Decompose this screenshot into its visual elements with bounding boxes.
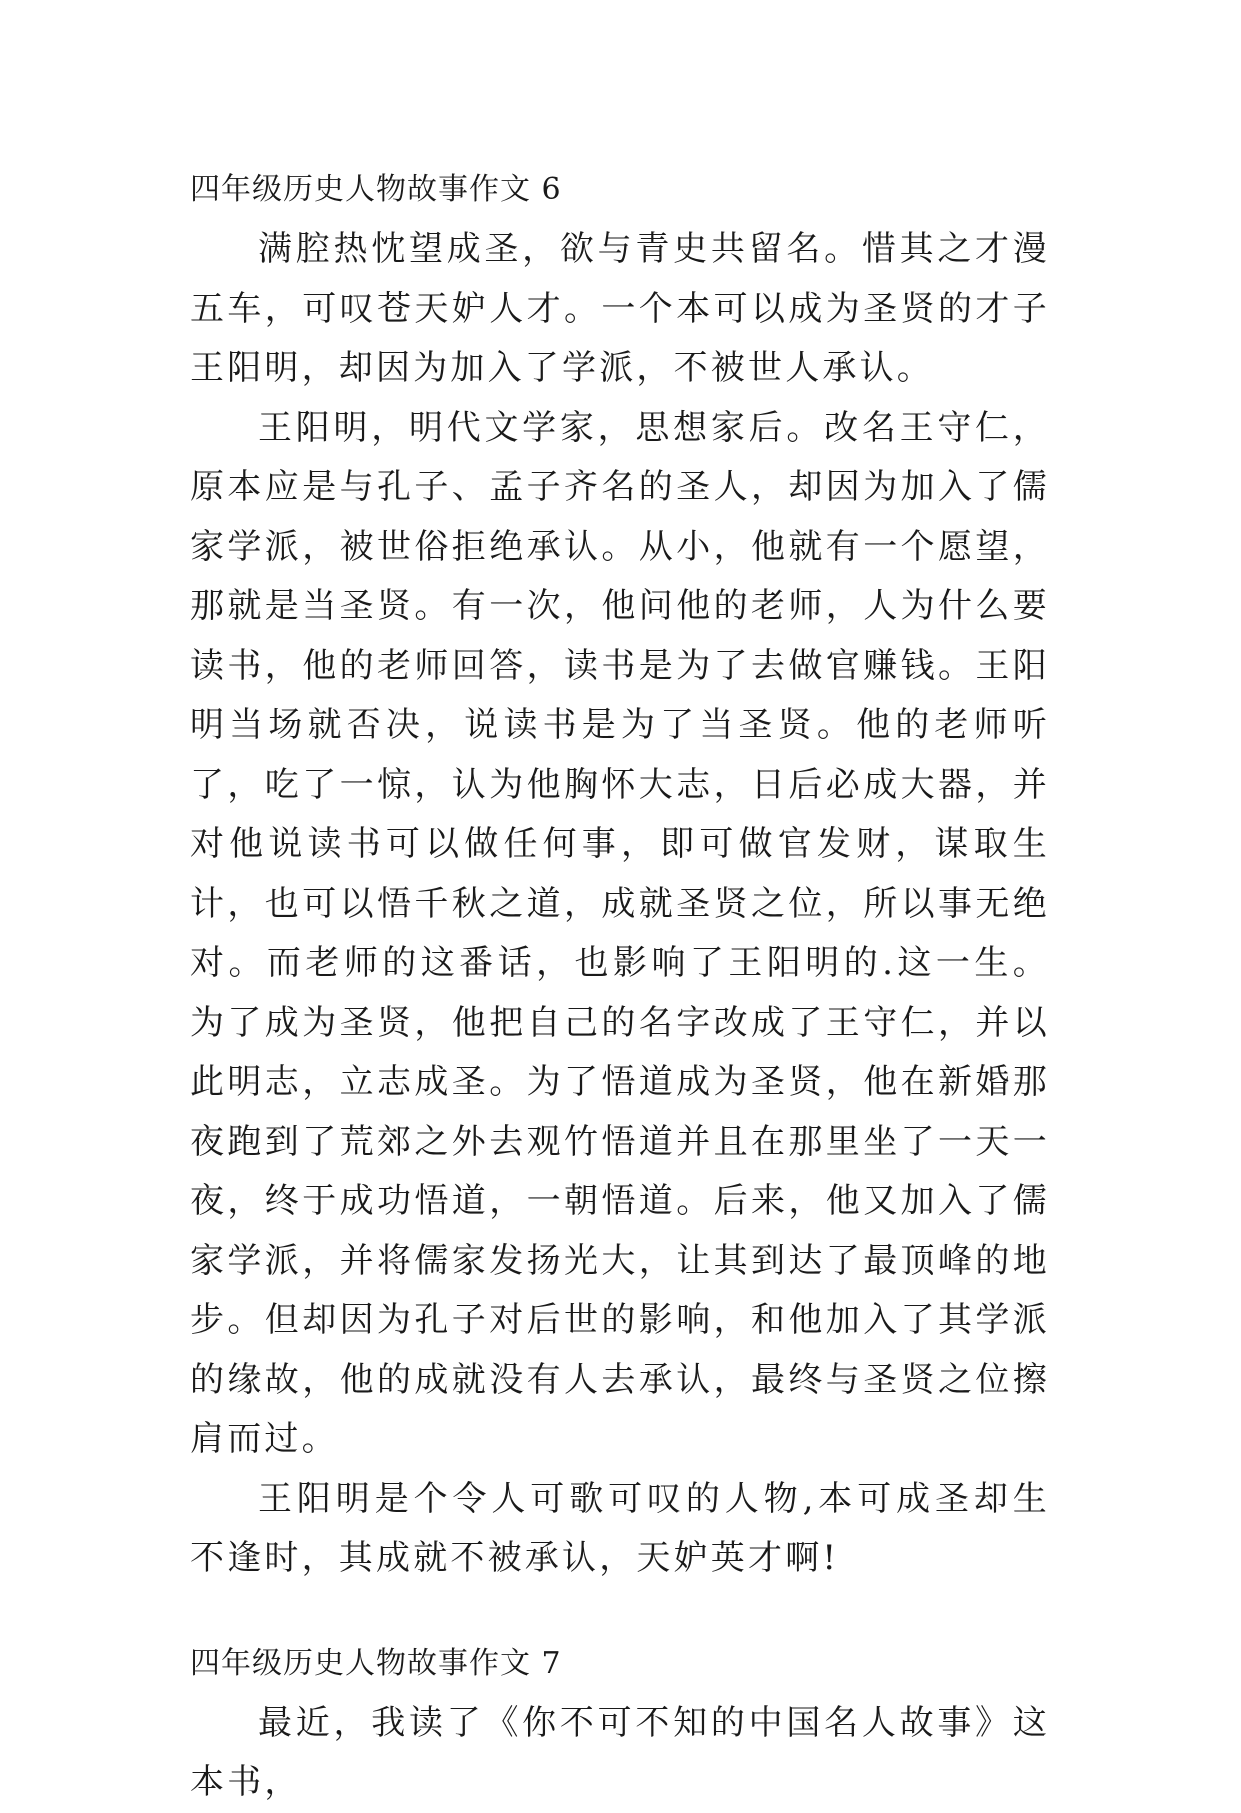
document-body (190, 160, 1050, 1813)
essay-section-6 (190, 160, 1050, 1589)
section-gap (190, 1589, 1050, 1634)
paragraph: 最近，我读了《你不可不知的中国名人故事》这本书， (190, 1702, 1050, 1802)
section-title: 四年级历史人物故事作文 6 (190, 172, 562, 207)
paragraph: 王阳明是个令人可歌可叹的人物,本可成圣却生不逢时，其成就不被承认，天妒英才啊! (190, 1478, 1050, 1578)
paragraph: 王阳明，明代文学家，思想家后。改名王守仁，原本应是与孔子、孟子齐名的圣人，却因为加入了儒家学派，被世俗拒绝承认。从小，他就有一个愿望，那就是当圣贤。有一次，他问他的老师，人为什么要读书，他的老师回答，读书是为了去做官赚钱。王阳明当场就否决，说读书是为了当圣贤。他的老师听了，吃了一惊，认为他胸怀大志，日后必成大器，并对他说读书可以做任何事，即可做官发财，谋取生计，也可以悟千秋之道，成就圣贤之位，所以事无绝对。而老师的这番话，也影响了王阳明的.这一生。为了成为圣贤，他把自己的名字改成了王守仁，并以此明志，立志成圣。为了悟道成为圣贤，他在新婚那夜跑到了荒郊之外去观竹悟道并且在那里坐了一天一夜，终于成功悟道，一朝悟道。后来，他又加入了儒家学派，并将儒家发扬光大，让其到达了最顶峰的地步。但却因为孔子对后世的影响，和他加入了其学派的缘故，他的成就没有人去承认，最终与圣贤之位擦肩而过。 (190, 407, 1050, 1459)
section-title: 四年级历史人物故事作文 7 (190, 1645, 562, 1681)
essay-section-7 (190, 1634, 1050, 1813)
paragraph: 满腔热忱望成圣，欲与青史共留名。惜其之才漫五车，可叹苍天妒人才。一个本可以成为圣贤的才子王阳明，却因为加入了学派，不被世人承认。 (190, 229, 1050, 388)
